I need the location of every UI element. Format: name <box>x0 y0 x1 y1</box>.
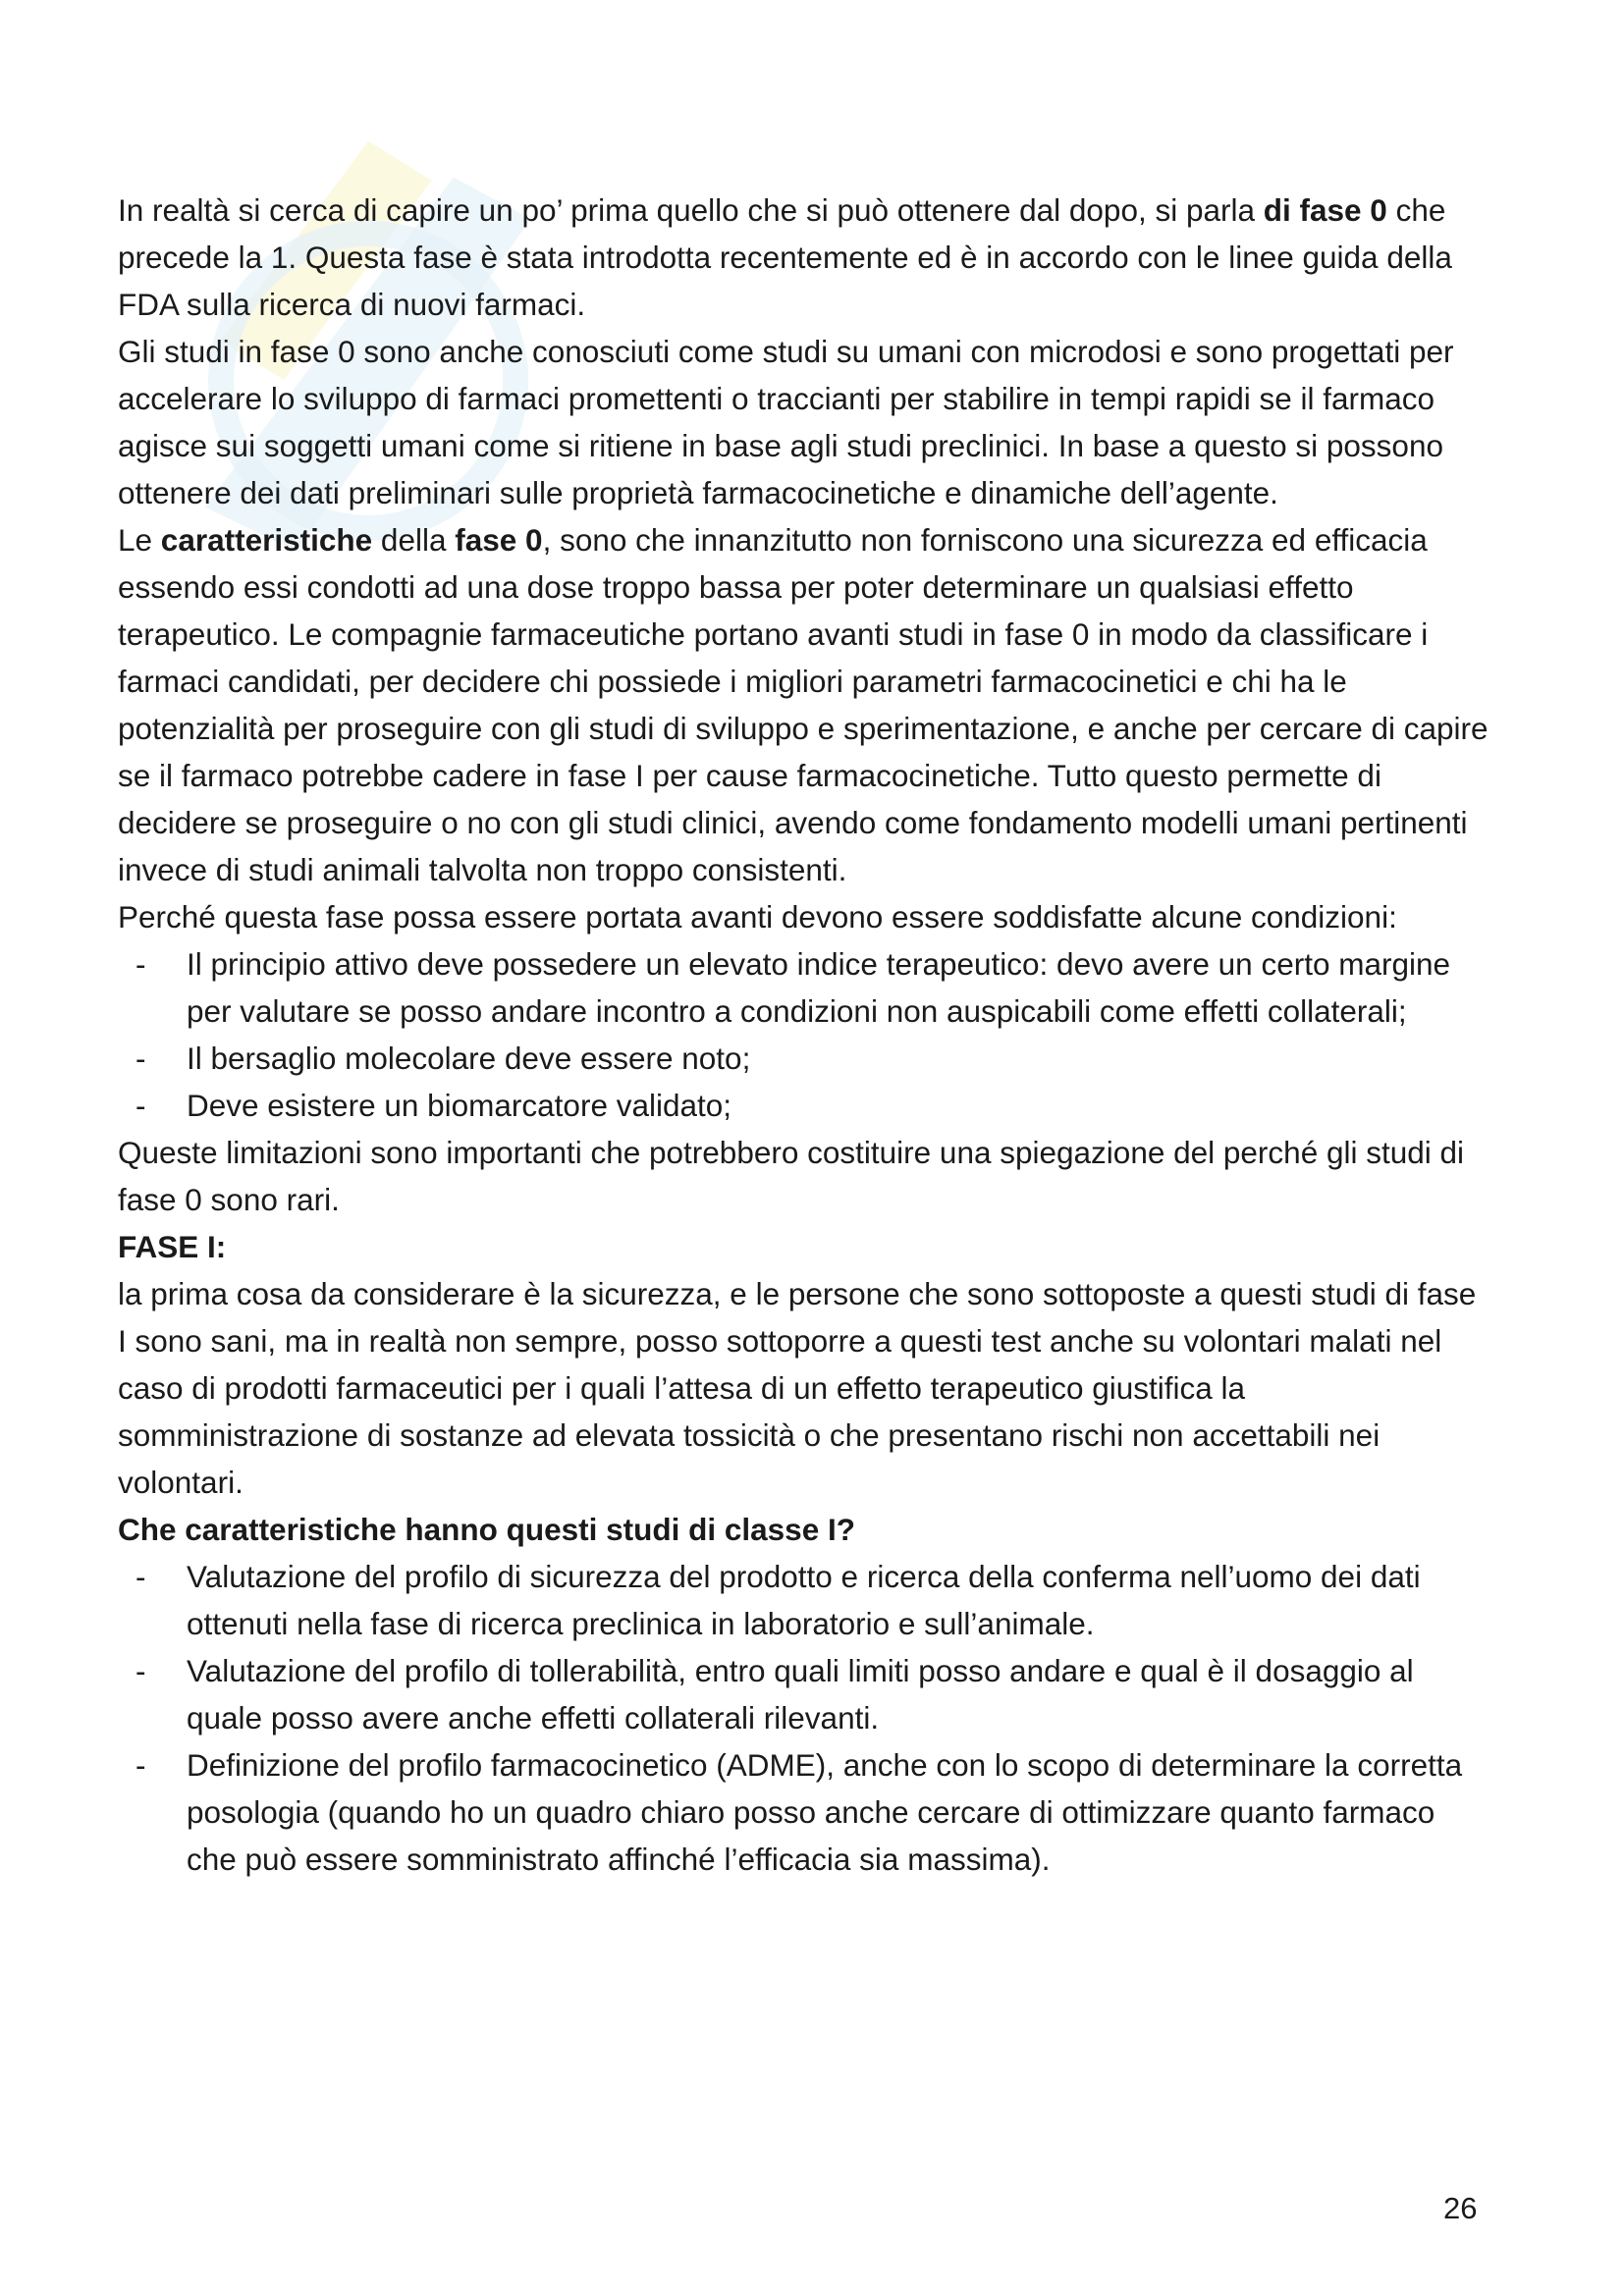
bold-di-fase-0: di fase 0 <box>1263 192 1387 228</box>
paragraph-fase0-intro: In realtà si cerca di capire un po’ prima quello che si può ottenere dal dopo, si parla di fase 0 che precede la 1. Questa fase è stata introdotta recentemente ed è in accordo con le linee guida della FDA sulla ricerca di nuovi farmaci. <box>118 192 1452 322</box>
paragraph-limitazioni: Queste limitazioni sono importanti che potrebbero costituire una spiegazione del perché gli studi di fase 0 sono rari. <box>118 1135 1465 1217</box>
document-body <box>118 187 1492 1883</box>
bold-fase-0: fase 0 <box>455 522 543 558</box>
bold-caratteristiche: caratteristiche <box>160 522 373 558</box>
heading-caratteristiche-classe-1: Che caratteristiche hanno questi studi di classe I? <box>118 1512 855 1547</box>
page-number: 26 <box>1443 2191 1478 2225</box>
list-item: - Il principio attivo deve possedere un elevato indice terapeutico: devo avere un certo margine per valutare se posso andare incontro a condizioni non auspicabili come effetti collaterali; <box>118 940 1492 1035</box>
paragraph-caratteristiche-fase0: Le caratteristiche della fase 0, sono che innanzitutto non forniscono una sicurezza ed efficacia essendo essi condotti ad una dose troppo bassa per poter determinare un qualsiasi effetto terapeutico. Le compagnie farmaceutiche portano avanti studi in fase 0 in modo da classificare i farmaci candidati, per decidere chi possiede i migliori parametri farmacocinetici e chi ha le potenzialità per proseguire con gli studi di sviluppo e sperimentazione, e anche per cercare di capire se il farmaco potrebbe cadere in fase I per cause farmacocinetiche. Tutto questo permette di decidere se proseguire o no con gli studi clinici, avendo come fondamento modelli umani pertinenti invece di studi animali talvolta non troppo consistenti. <box>118 522 1489 887</box>
paragraph-microdosi: Gli studi in fase 0 sono anche conosciuti come studi su umani con microdosi e sono progettati per accelerare lo sviluppo di farmaci promettenti o traccianti per stabilire in tempi rapidi se il farmaco agisce sui soggetti umani come si ritiene in base agli studi preclinici. In base a questo si possono ottenere dei dati preliminari sulle proprietà farmacocinetiche e dinamiche dell’agente. <box>118 334 1454 510</box>
caratteristiche-list <box>118 1553 1492 1883</box>
list-item: - Valutazione del profilo di tollerabilità, entro quali limiti posso andare e qual è il dosaggio al quale posso avere anche effetti collaterali rilevanti. <box>118 1647 1492 1741</box>
list-item: - Il bersaglio molecolare deve essere noto; <box>118 1035 1492 1082</box>
list-item: - Valutazione del profilo di sicurezza del prodotto e ricerca della conferma nell’uomo dei dati ottenuti nella fase di ricerca preclinica in laboratorio e sull’animale. <box>118 1553 1492 1647</box>
list-item: - Definizione del profilo farmacocinetico (ADME), anche con lo scopo di determinare la corretta posologia (quando ho un quadro chiaro posso anche cercare di ottimizzare quanto farmaco che può essere somministrato affinché l’efficacia sia massima). <box>118 1741 1492 1883</box>
paragraph-condizioni: Perché questa fase possa essere portata avanti devono essere soddisfatte alcune condizioni: <box>118 899 1397 934</box>
paragraph-sicurezza: la prima cosa da considerare è la sicurezza, e le persone che sono sottoposte a questi studi di fase I sono sani, ma in realtà non sempre, posso sottoporre a questi test anche su volontari malati nel caso di prodotti farmaceutici per i quali l’attesa di un effetto terapeutico giustifica la somministrazione di sostanze ad elevata tossicità o che presentano rischi non accettabili nei volontari. <box>118 1276 1477 1500</box>
conditions-list <box>118 940 1492 1129</box>
list-item: - Deve esistere un biomarcatore validato; <box>118 1082 1492 1129</box>
heading-fase-1: FASE I: <box>118 1229 227 1264</box>
